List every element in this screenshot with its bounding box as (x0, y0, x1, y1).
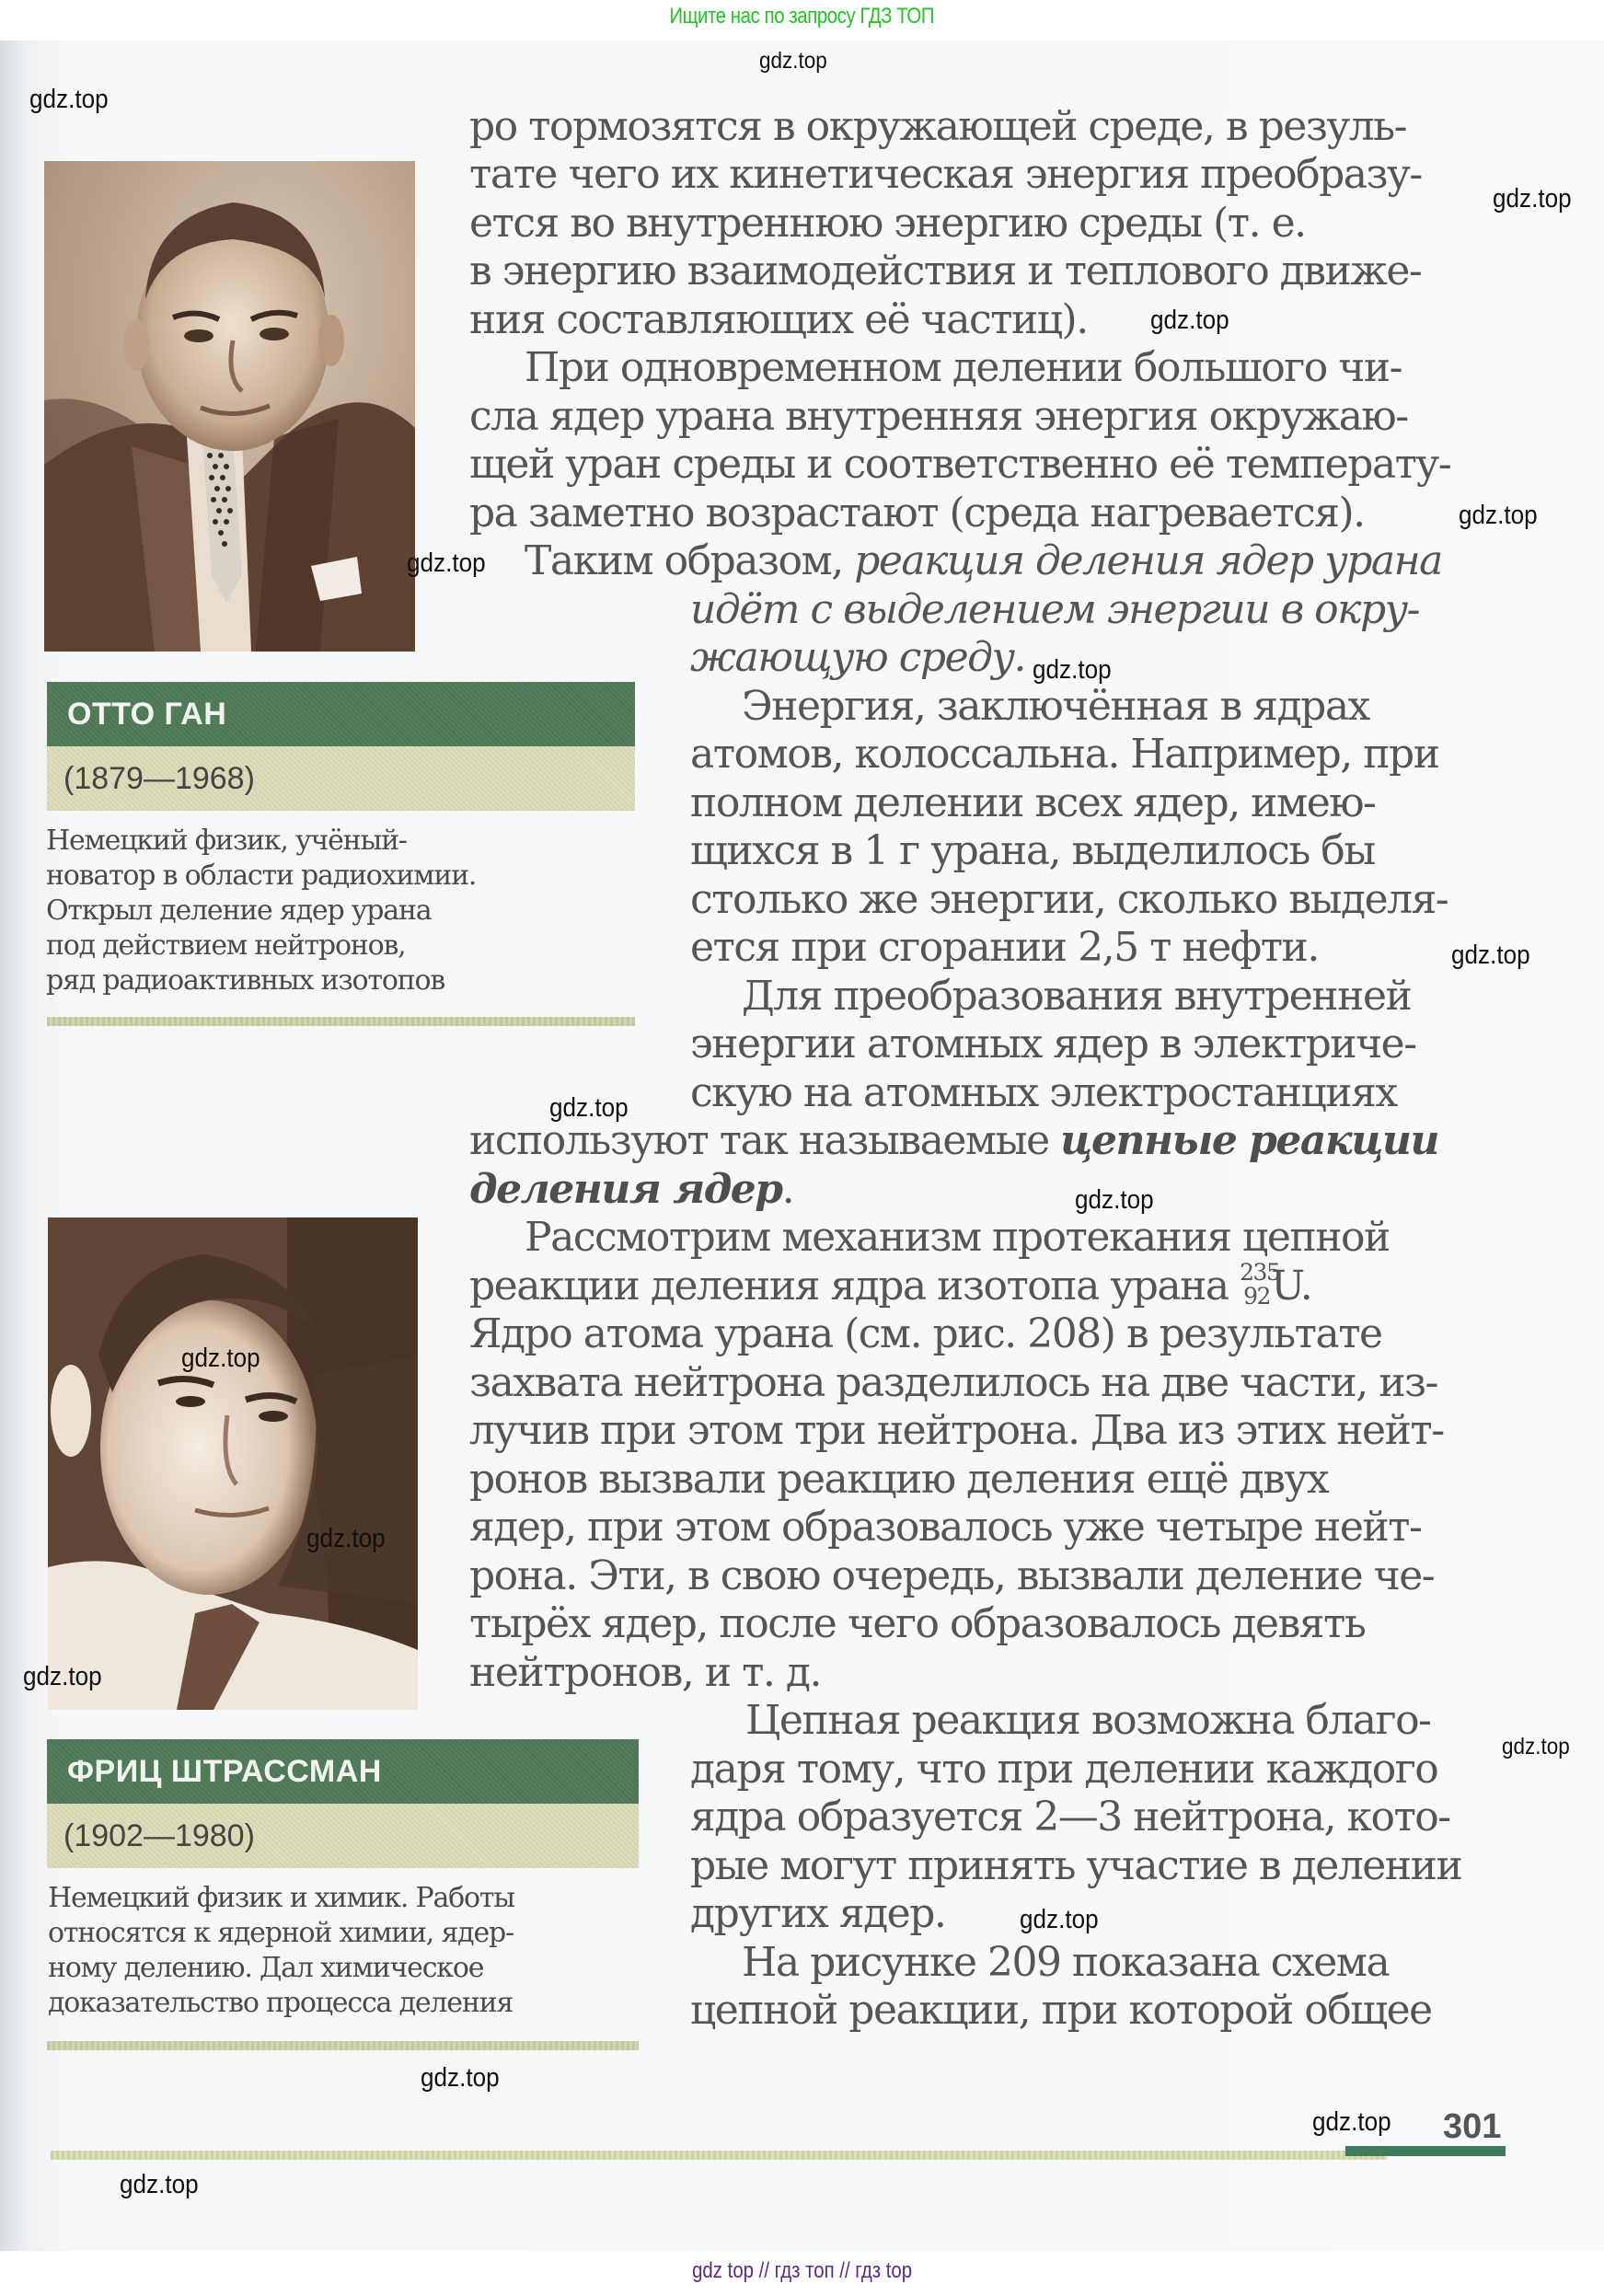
bottom-banner-text: gdz top // гдз топ // гдз top (691, 2258, 913, 2283)
watermark: gdz.top (120, 2170, 199, 2199)
isotope-notation (1240, 1259, 1280, 1310)
portrait-photo-fritz-strassmann (48, 1217, 418, 1710)
bio-description-fritz-strassmann (48, 1881, 514, 2021)
key-term: деления ядер (469, 1166, 782, 1213)
text-line: ра заметно возрастают (среда нагревается). (469, 490, 1365, 537)
bio-line: новатор в области радиохимии. (46, 860, 477, 892)
text-line: энергии атомных ядер в электриче- (690, 1021, 1416, 1067)
text-span: . (781, 1166, 794, 1213)
bio-line: под действием нейтронов, (46, 929, 406, 962)
text-line: даря тому, что при делении каждого (690, 1746, 1438, 1793)
watermark: gdz.top (1459, 501, 1538, 530)
watermark: gdz.top (421, 2063, 500, 2093)
bio-line: ряд радиоактивных изотопов (46, 964, 445, 997)
watermark: gdz.top (1033, 655, 1112, 685)
watermark: gdz.top (1150, 306, 1229, 335)
watermark: gdz.top (306, 1524, 386, 1553)
paragraph-start (525, 537, 1442, 584)
watermark: gdz.top (1493, 184, 1572, 213)
bio-name-fritz-strassmann: ФРИЦ ШТРАССМАН (47, 1739, 639, 1804)
watermark: gdz.top (759, 48, 827, 74)
text-line: других ядер. (690, 1890, 946, 1937)
text-line (469, 1166, 793, 1213)
footer-rule-accent (1345, 2146, 1506, 2156)
text-line: ронов вызвали реакцию деления ещё двух (469, 1456, 1329, 1503)
footer-rule (51, 2151, 1387, 2160)
watermark: gdz.top (1451, 940, 1530, 970)
text-span: реакции деления ядра изотопа урана (469, 1263, 1241, 1310)
watermark: gdz.top (407, 548, 486, 578)
text-span: U. (1271, 1263, 1312, 1310)
text-line: полном делении всех ядер, имею- (690, 779, 1376, 826)
watermark: gdz.top (1502, 1734, 1570, 1759)
text-line: щихся в 1 г урана, выделилось бы (690, 827, 1375, 874)
paragraph-start: При одновременном делении большого чи- (525, 344, 1402, 391)
text-line: Ядро атома урана (см. рис. 208) в результате (469, 1310, 1382, 1357)
portrait-photo-otto-hahn (44, 161, 415, 652)
bio-description-otto-hahn (46, 824, 476, 998)
text-line: лучив при этом три нейтрона. Два из этих нейт- (469, 1407, 1444, 1454)
bio-line: Немецкий физик и химик. Работы (48, 1882, 514, 1914)
bio-line: Немецкий физик, учёный- (46, 825, 407, 857)
top-banner (0, 0, 1604, 39)
text-line (469, 1117, 1438, 1164)
text-span: используют так называемые (469, 1117, 1061, 1164)
top-banner-text: Ищите нас по запросу ГДЗ ТОП (669, 4, 935, 29)
paragraph-start: На рисунке 209 показана схема (742, 1939, 1390, 1986)
page-number: 301 (1443, 2107, 1502, 2146)
text-span: Таким образом, (525, 537, 855, 584)
text-line: ро тормозятся в окружающей среде, в резуль- (469, 103, 1406, 150)
paragraph-start: Энергия, заключённая в ядрах (742, 683, 1369, 730)
text-line: тырёх ядер, после чего образовалось девять (469, 1600, 1366, 1647)
bio-years-fritz-strassmann: (1902—1980) (47, 1804, 639, 1868)
bio-line: ному делению. Дал химическое (48, 1952, 484, 1984)
text-line: ется при сгорании 2,5 т нефти. (690, 924, 1319, 971)
text-line: столько же энергии, сколько выделя- (690, 876, 1448, 923)
bio-line: относятся к ядерной химии, ядер- (48, 1917, 514, 1949)
bio-divider (47, 1017, 635, 1026)
bio-years-otto-hahn: (1879—1968) (47, 746, 635, 811)
watermark: gdz.top (181, 1344, 260, 1373)
text-line: скую на атомных электростанциях (690, 1069, 1397, 1116)
bottom-banner (0, 2251, 1604, 2296)
bio-divider (47, 2041, 639, 2050)
paragraph-start: Для преобразования внутренней (742, 973, 1412, 1020)
watermark: gdz.top (1075, 1185, 1154, 1215)
bio-line: доказательство процесса деления (48, 1987, 514, 2019)
text-line: ядра образуется 2—3 нейтрона, кото- (690, 1794, 1450, 1840)
italic-emphasis: жающую среду. (690, 634, 1026, 681)
watermark: gdz.top (1312, 2107, 1391, 2137)
text-line (469, 1259, 1312, 1310)
bio-line: Открыл деление ядер урана (46, 894, 432, 927)
text-line: щей уран среды и соответственно её температу- (469, 441, 1451, 488)
paragraph-start: Рассмотрим механизм протекания цепной (525, 1214, 1390, 1261)
text-line: рона. Эти, в свою очередь, вызвали деление че- (469, 1552, 1435, 1599)
watermark: gdz.top (549, 1093, 629, 1123)
text-line: цепной реакции, при которой общее (690, 1987, 1432, 2034)
paragraph-start: Цепная реакция возможна благо- (745, 1697, 1431, 1744)
text-line: ядер, при этом образовалось уже четыре нейт- (469, 1504, 1422, 1551)
text-line: нейтронов, и т. д. (469, 1649, 821, 1696)
text-line: атомов, колоссальна. Например, при (690, 731, 1439, 778)
text-line: тате чего их кинетическая энергия преобразу- (469, 151, 1422, 198)
watermark: gdz.top (23, 1662, 102, 1691)
watermark: gdz.top (29, 85, 109, 114)
italic-emphasis: идёт с выделением энергии в окру- (690, 586, 1419, 633)
text-line: в энергию взаимодействия и теплового движе- (469, 248, 1422, 294)
mass-number: 235 (1240, 1259, 1280, 1286)
key-term: цепные реакции (1060, 1117, 1439, 1164)
watermark: gdz.top (1020, 1905, 1099, 1934)
italic-emphasis: реакция деления ядер урана (854, 537, 1442, 584)
bio-name-otto-hahn: ОТТО ГАН (47, 682, 635, 746)
atomic-number: 92 (1243, 1283, 1270, 1310)
text-line: рые могут принять участие в делении (690, 1842, 1462, 1889)
text-line: захвата нейтрона разделилось на две части, из- (469, 1359, 1437, 1406)
text-line: ния составляющих её частиц). (469, 296, 1088, 343)
text-line: ется во внутреннюю энергию среды (т. е. (469, 200, 1306, 247)
text-line: сла ядер урана внутренняя энергия окружаю- (469, 393, 1408, 440)
